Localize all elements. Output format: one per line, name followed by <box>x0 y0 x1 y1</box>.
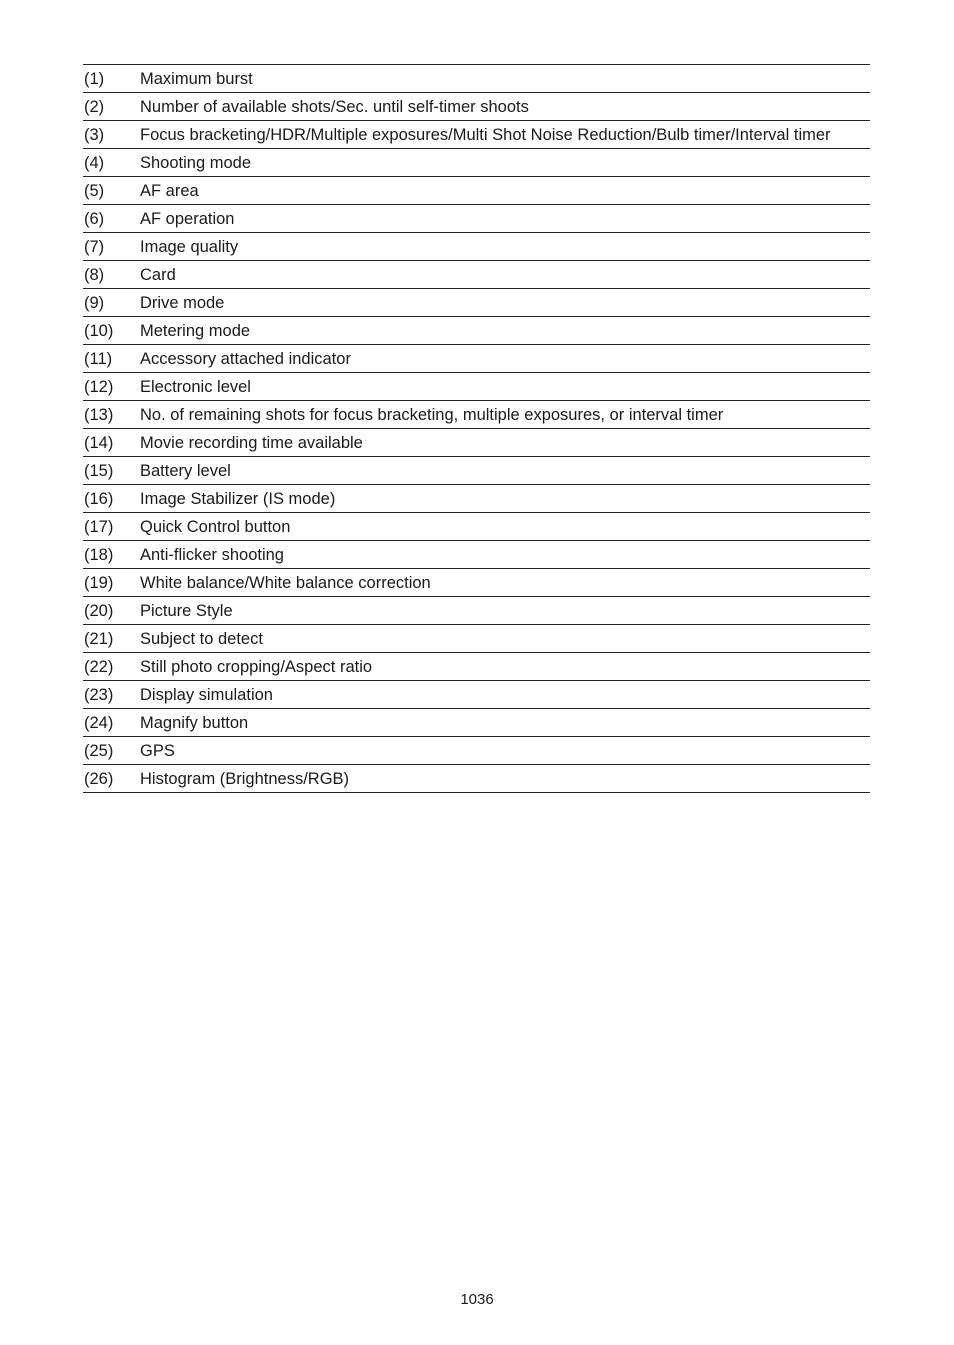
item-number: (2) <box>84 98 105 116</box>
legend-row <box>83 709 870 737</box>
item-number: (4) <box>84 154 105 172</box>
item-number: (18) <box>84 546 114 564</box>
item-number: (19) <box>84 574 114 592</box>
legend-row <box>83 205 870 233</box>
item-label: GPS <box>140 742 175 760</box>
item-label: Histogram (Brightness/RGB) <box>140 770 350 788</box>
item-label: Anti-flicker shooting <box>140 546 284 564</box>
item-label: Picture Style <box>140 602 233 620</box>
item-label: No. of remaining shots for focus bracketing, multiple exposures, or interval timer <box>140 406 724 424</box>
legend-row <box>83 177 870 205</box>
item-number: (5) <box>84 182 105 200</box>
legend-row <box>83 261 870 289</box>
legend-row <box>83 121 870 149</box>
item-number: (14) <box>84 434 114 452</box>
item-label: Focus bracketing/HDR/Multiple exposures/Multi Shot Noise Reduction/Bulb timer/Interval timer <box>140 126 831 144</box>
item-number: (3) <box>84 126 105 144</box>
item-number: (21) <box>84 630 114 648</box>
item-label: Shooting mode <box>140 154 251 172</box>
legend-row <box>83 681 870 709</box>
legend-row <box>83 653 870 681</box>
item-label: Still photo cropping/Aspect ratio <box>140 658 373 676</box>
item-number: (11) <box>84 350 113 368</box>
item-number: (24) <box>84 714 114 732</box>
item-number: (16) <box>84 490 114 508</box>
item-label: Battery level <box>140 462 231 480</box>
item-number: (9) <box>84 294 105 312</box>
item-number: (26) <box>84 770 114 788</box>
page-number: 1036 <box>460 1291 494 1308</box>
legend-row <box>83 485 870 513</box>
item-number: (22) <box>84 658 114 676</box>
legend-row <box>83 373 870 401</box>
legend-row <box>83 569 870 597</box>
item-label: Movie recording time available <box>140 434 363 452</box>
item-label: Image quality <box>140 238 239 256</box>
item-number: (6) <box>84 210 105 228</box>
item-label: Image Stabilizer (IS mode) <box>140 490 336 508</box>
item-label: Electronic level <box>140 378 251 396</box>
item-number: (25) <box>84 742 114 760</box>
item-number: (8) <box>84 266 105 284</box>
legend-row <box>83 345 870 373</box>
legend-row <box>83 149 870 177</box>
item-number: (1) <box>84 70 105 88</box>
item-label: Maximum burst <box>140 70 253 88</box>
legend-row <box>83 513 870 541</box>
item-label: Subject to detect <box>140 630 263 648</box>
item-label: Drive mode <box>140 294 225 312</box>
item-label: White balance/White balance correction <box>140 574 431 592</box>
item-number: (20) <box>84 602 114 620</box>
legend-row <box>83 737 870 765</box>
item-label: Accessory attached indicator <box>140 350 351 368</box>
item-number: (15) <box>84 462 114 480</box>
item-label: Quick Control button <box>140 518 291 536</box>
legend-row <box>83 93 870 121</box>
legend-row <box>83 289 870 317</box>
item-label: AF operation <box>140 210 235 228</box>
legend-row <box>83 597 870 625</box>
legend-row <box>83 541 870 569</box>
item-number: (23) <box>84 686 114 704</box>
legend-row <box>83 65 870 93</box>
legend-row <box>83 401 870 429</box>
item-number: (10) <box>84 322 114 340</box>
item-number: (12) <box>84 378 114 396</box>
legend-row <box>83 429 870 457</box>
item-number: (17) <box>84 518 114 536</box>
legend-row <box>83 317 870 345</box>
item-number: (7) <box>84 238 105 256</box>
legend-row <box>83 457 870 485</box>
item-label: Metering mode <box>140 322 251 340</box>
legend-row <box>83 233 870 261</box>
item-label: Display simulation <box>140 686 273 704</box>
legend-row <box>83 625 870 653</box>
legend-table <box>83 64 870 793</box>
item-number: (13) <box>84 406 114 424</box>
item-label: AF area <box>140 182 199 200</box>
item-label: Number of available shots/Sec. until self-timer shoots <box>140 98 529 116</box>
legend-row <box>83 765 870 793</box>
item-label: Magnify button <box>140 714 249 732</box>
item-label: Card <box>140 266 176 284</box>
